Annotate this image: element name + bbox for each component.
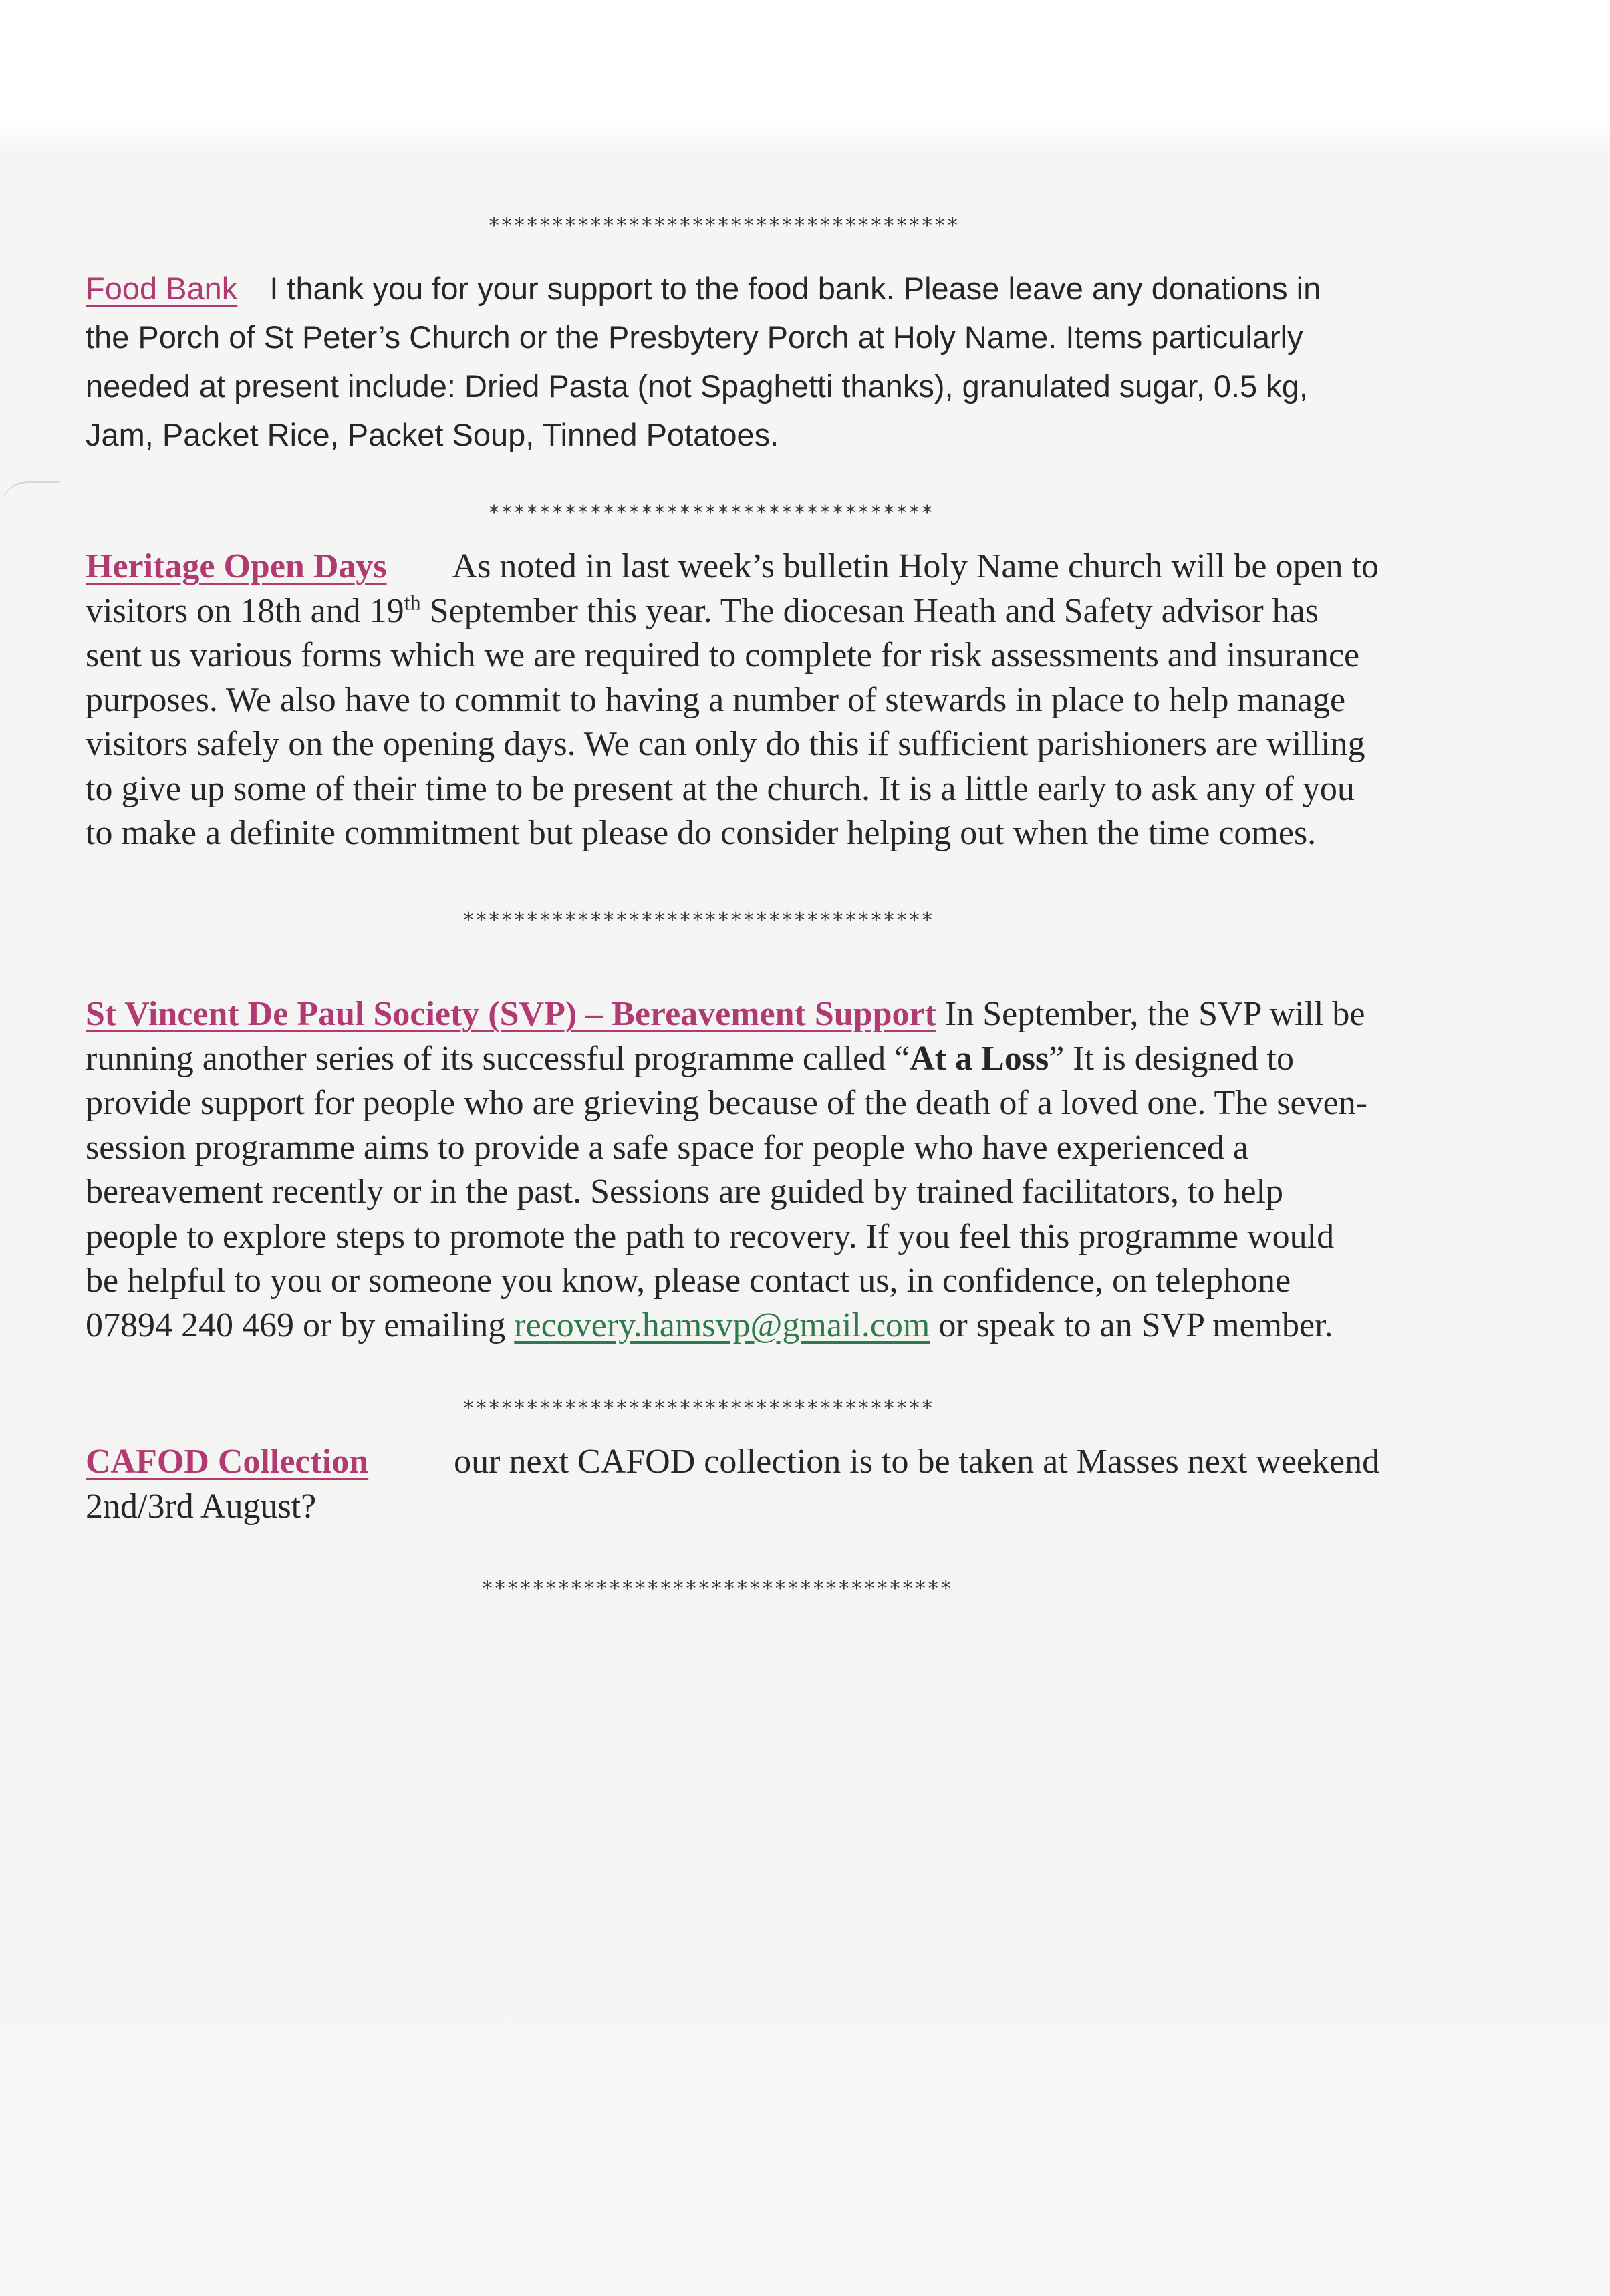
cafod-text-line-2: 2nd/3rd August?	[86, 1487, 317, 1526]
svp-text-line-7: be helpful to you or someone you know, please contact us, in confidence, on telephone	[86, 1262, 1291, 1300]
heritage-heading: Heritage Open Days	[86, 547, 387, 585]
food-bank-section	[86, 264, 1542, 459]
cafod-section	[86, 1440, 1542, 1529]
svp-heading: St Vincent De Paul Society (SVP) – Bereavement Support	[86, 995, 936, 1033]
heritage-text-line-2: visitors on 18th and 19th September this year. The diocesan Heath and Safety advisor has	[86, 590, 1319, 630]
heritage-text-line-5: visitors safely on the opening days. We can only do this if sufficient parishioners are willing	[86, 725, 1365, 763]
heritage-text-line-1: As noted in last week’s bulletin Holy Name church will be open to	[452, 547, 1379, 585]
cafod-heading: CAFOD Collection	[86, 1443, 369, 1481]
scan-edge-mark	[0, 481, 60, 510]
separator-1: *************************************	[488, 214, 960, 237]
svp-text-line-2: running another series of its successful programme called “At a Loss” It is designed to	[86, 1039, 1295, 1078]
food-bank-text-line-3: needed at present include: Dried Pasta (not Spaghetti thanks), granulated sugar, 0.5 kg,	[86, 368, 1308, 404]
separator-4: *************************************	[462, 1397, 934, 1420]
svp-text-line-8: 07894 240 469 or by emailing recovery.hamsvp@gmail.com or speak to an SVP member.	[86, 1306, 1333, 1344]
heritage-text-line-3: sent us various forms which we are required to complete for risk assessments and insurance	[86, 636, 1360, 674]
svp-text-line-1: In September, the SVP will be	[936, 995, 1365, 1033]
svp-section	[86, 992, 1542, 1348]
food-bank-text-line-2: the Porch of St Peter’s Church or the Presbytery Porch at Holy Name. Items particularly	[86, 319, 1303, 355]
separator-5: *************************************	[481, 1577, 953, 1600]
cafod-text-line-1: our next CAFOD collection is to be taken at Masses next weekend	[454, 1443, 1380, 1481]
heritage-text-line-6: to give up some of their time to be present at the church. It is a little early to ask any of you	[86, 769, 1355, 808]
separator-2: ***********************************	[488, 501, 934, 525]
heritage-section	[86, 545, 1542, 856]
separator-3: *************************************	[462, 909, 934, 932]
food-bank-text-line-4: Jam, Packet Rice, Packet Soup, Tinned Potatoes.	[86, 417, 779, 452]
food-bank-heading: Food Bank	[86, 271, 238, 306]
svp-text-line-3: provide support for people who are grieving because of the death of a loved one. The seven-	[86, 1084, 1368, 1122]
svp-email-link[interactable]: recovery.hamsvp@gmail.com	[514, 1306, 930, 1344]
heritage-text-line-7: to make a definite commitment but please do consider helping out when the time comes.	[86, 814, 1317, 852]
heritage-text-line-4: purposes. We also have to commit to having a number of stewards in place to help manage	[86, 680, 1346, 719]
at-a-loss-title: At a Loss	[910, 1039, 1049, 1078]
svp-text-line-4: session programme aims to provide a safe space for people who have experienced a	[86, 1128, 1248, 1167]
food-bank-text-line-1: I thank you for your support to the food bank. Please leave any donations in	[269, 271, 1321, 306]
svp-text-line-6: people to explore steps to promote the path to recovery. If you feel this programme would	[86, 1217, 1335, 1256]
svp-text-line-5: bereavement recently or in the past. Sessions are guided by trained facilitators, to help	[86, 1173, 1283, 1211]
